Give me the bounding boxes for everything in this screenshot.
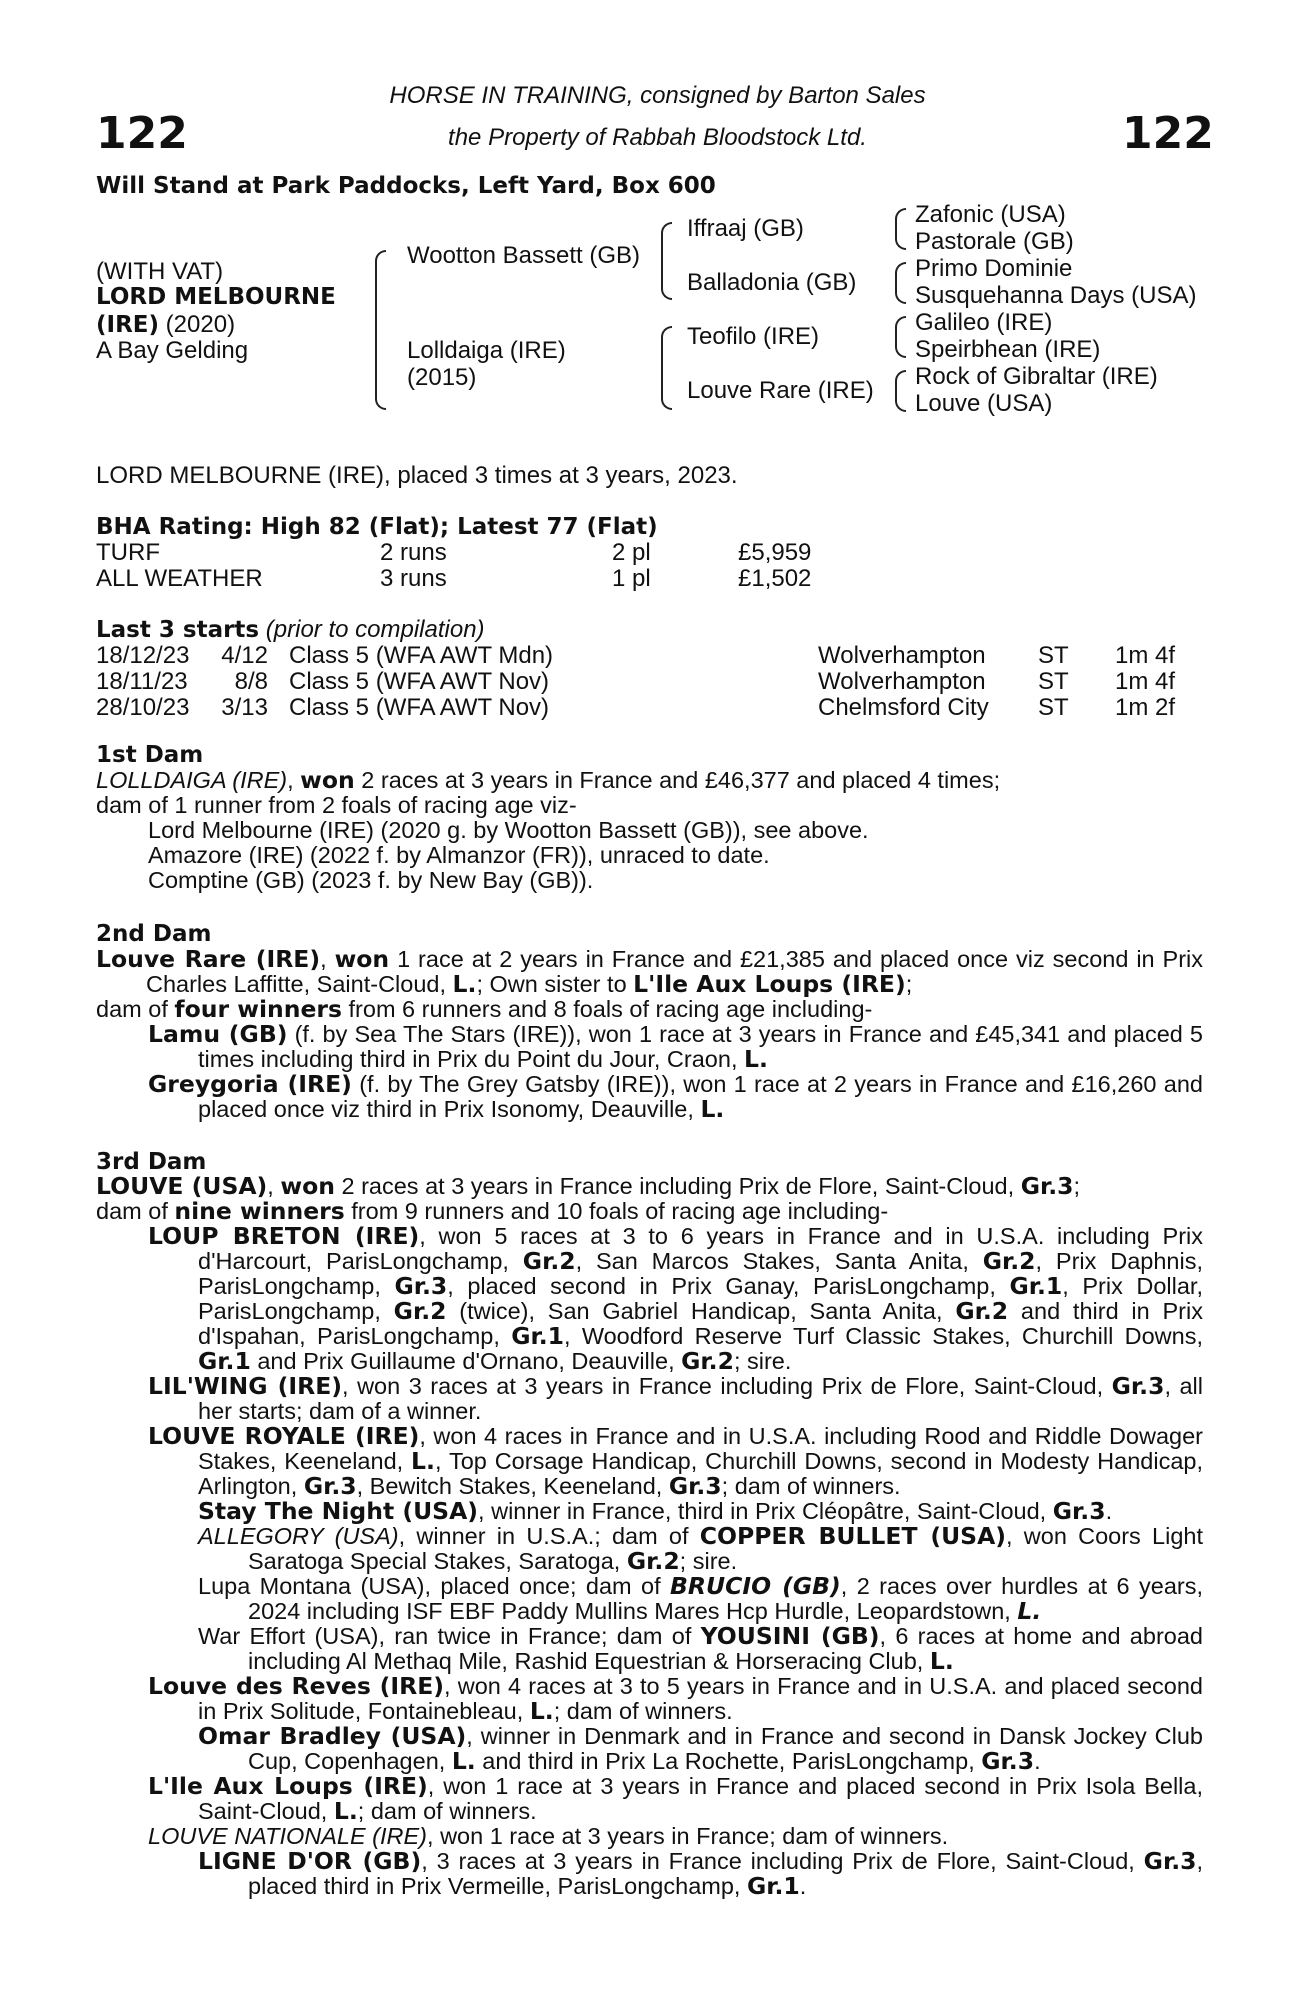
- horse-description: A Bay Gelding: [96, 337, 249, 364]
- listed-mark: L.: [452, 970, 477, 998]
- pedigree-g7: Rock of Gibraltar (IRE): [915, 363, 1158, 390]
- rating-aw-prize: £1,502: [738, 565, 812, 592]
- group-mark: Gr.3: [303, 1472, 357, 1500]
- start-date: 28/10/23: [96, 694, 190, 721]
- record-text: , won 4 races in France and in U.S.A. including Rood and Riddle Dowager Stakes, Keeneland,: [198, 1423, 1203, 1474]
- second-dam-record: 1 race at 2 years in France and £21,385 and placed once viz second in Prix Charles Laffitte, Saint-Cloud,: [146, 946, 1203, 997]
- group-mark: Gr.1: [746, 1872, 800, 1900]
- rating-turf-prize: £5,959: [738, 539, 812, 566]
- start-position: 4/12: [221, 642, 268, 669]
- vat-note: (WITH VAT): [96, 258, 224, 285]
- race-summary: LORD MELBOURNE (IRE), placed 3 times at 3 years, 2023.: [96, 462, 738, 489]
- lupa-montana-entry: [96, 1574, 1203, 1624]
- stay-the-night-entry: [96, 1499, 1203, 1524]
- start-going: ST: [1038, 642, 1069, 669]
- record-text: , San Marcos Stakes, Santa Anita,: [575, 1248, 983, 1274]
- group-mark: Gr.3: [668, 1472, 722, 1500]
- start-distance: 1m 2f: [1115, 694, 1176, 721]
- record-text: , winner in U.S.A.; dam of: [398, 1523, 700, 1549]
- record-text: , won Coors Light Saratoga Special Stakes, Saratoga,: [248, 1523, 1203, 1574]
- record-text: , all her starts; dam of a winner.: [198, 1373, 1204, 1424]
- group-mark: Gr.2: [393, 1297, 447, 1325]
- record-text: , won 1 race at 3 years in France and placed second in Prix Isola Bella, Saint-Cloud,: [198, 1773, 1204, 1824]
- lot-number-right: 122: [1122, 108, 1214, 159]
- record-text: , won 4 races at 3 to 5 years in France and in U.S.A. and placed second in Prix Solitude, Fontainebleau,: [198, 1673, 1203, 1724]
- pedigree-sire-sire: Iffraaj (GB): [687, 215, 804, 242]
- second-dam-heading: 2nd Dam: [96, 921, 212, 947]
- group-mark: Gr.3: [1052, 1497, 1106, 1525]
- start-course: Wolverhampton: [818, 642, 986, 669]
- rating-aw-runs: 3 runs: [380, 565, 447, 592]
- start-position: 8/8: [234, 668, 268, 695]
- brucio-name: BRUCIO (GB): [670, 1572, 841, 1600]
- record-text: ; dam of winners.: [721, 1473, 901, 1499]
- start-position: 3/13: [221, 694, 268, 721]
- third-dam-winners: nine winners: [174, 1197, 345, 1225]
- record-text: War Effort (USA), ran twice in France; dam of: [198, 1623, 701, 1649]
- lot-number-left: 122: [96, 108, 188, 159]
- listed-mark: L.: [451, 1747, 476, 1775]
- record-text: , placed third in Prix Vermeille, ParisLongchamp,: [248, 1848, 1204, 1899]
- copper-bullet-name: COPPER BULLET (USA): [699, 1522, 1007, 1550]
- second-dam-produce: dam of: [96, 996, 175, 1022]
- third-dam-heading: 3rd Dam: [96, 1149, 207, 1175]
- start-going: ST: [1038, 694, 1069, 721]
- listed-mark: L.: [1017, 1597, 1042, 1625]
- horse-suffix: (IRE): [96, 312, 160, 338]
- last-starts-title: [96, 616, 485, 644]
- start-race: Class 5 (WFA AWT Nov): [289, 694, 550, 721]
- omar-bradley-entry: [96, 1724, 1203, 1774]
- third-dam-record: 2 races at 3 years in France including Prix de Flore, Saint-Cloud,: [334, 1173, 1021, 1199]
- offspring-item: Lord Melbourne (IRE) (2020 g. by Wootton Bassett (GB)), see above.: [148, 817, 869, 843]
- omar-bradley-name: Omar Bradley (USA): [198, 1722, 467, 1750]
- last-starts-label: Last 3 starts: [96, 617, 260, 643]
- record-text: , Prix Dollar, ParisLongchamp,: [198, 1273, 1203, 1324]
- loup-breton-entry: [96, 1224, 1203, 1374]
- rating-turf-placings: 2 pl: [612, 539, 651, 566]
- group-mark: Gr.3: [981, 1747, 1035, 1775]
- second-dam-produce-rest: from 6 runners and 8 foals of racing age including-: [342, 996, 873, 1022]
- last-starts-note: (prior to compilation): [259, 616, 485, 643]
- stand-location: Will Stand at Park Paddocks, Left Yard, Box 600: [96, 173, 716, 199]
- pedigree-g6: Speirbhean (IRE): [915, 336, 1101, 363]
- group-mark: Gr.3: [1111, 1372, 1165, 1400]
- record-text: , 2 races over hurdles at 6 years, 2024 including ISF EBF Paddy Mullins Mares Hcp Hurdle, Leopardstown,: [248, 1573, 1204, 1624]
- record-text: (twice), San Gabriel Handicap, Santa Anita,: [446, 1298, 956, 1324]
- record-text: , Top Corsage Handicap, Churchill Downs, second in Modesty Handicap, Arlington,: [198, 1448, 1203, 1499]
- record-text: ; dam of winners.: [553, 1698, 733, 1724]
- lamu-record: (f. by Sea The Stars (IRE)), won 1 race at 3 years in France and £45,341 and placed 5 times including third in Prix du Point du Jour, Craon,: [198, 1021, 1203, 1072]
- loup-breton-name: LOUP BRETON (IRE): [148, 1222, 420, 1250]
- third-dam-won: won: [280, 1172, 335, 1200]
- rating-turf-runs: 2 runs: [380, 539, 447, 566]
- start-going: ST: [1038, 668, 1069, 695]
- stay-the-night-name: Stay The Night (USA): [198, 1497, 479, 1525]
- pedigree-brace-main: [375, 250, 386, 410]
- listed-mark: L.: [333, 1797, 358, 1825]
- group-mark: Gr.2: [955, 1297, 1009, 1325]
- record-text: .: [1034, 1748, 1041, 1774]
- rating-turf-surface: TURF: [96, 539, 160, 566]
- lilwing-entry: [96, 1374, 1203, 1424]
- lamu-name: Lamu (GB): [148, 1020, 288, 1048]
- horse-name: LORD MELBOURNE: [96, 284, 336, 310]
- first-dam-won: won: [300, 766, 355, 794]
- group-mark: Gr.3: [1143, 1847, 1197, 1875]
- group-mark: Gr.3: [394, 1272, 448, 1300]
- greygoria-record: (f. by The Grey Gatsby (IRE)), won 1 race at 2 years in France and £16,260 and placed once viz third in Prix Isonomy, Deauville,: [198, 1071, 1203, 1122]
- ligne-dor-entry: [96, 1849, 1203, 1899]
- louve-royale-entry: [96, 1424, 1203, 1499]
- pedigree-g3: Primo Dominie: [915, 255, 1073, 282]
- third-dam-produce-rest: from 9 runners and 10 foals of racing age including-: [344, 1198, 889, 1224]
- pedigree-brace-sire: [661, 222, 672, 300]
- second-dam-section: Louve Rare (IRE), won 1 race at 2 years in France and £21,385 and placed once viz second in Prix Charles Laffitte, Saint-Cloud, L.; Own sister to L'Ile Aux Loups (IRE); dam of four winners from 6 runners and 8 foals of racing age including- Lamu (GB) (f. by Sea The Stars (IRE)), won 1 race at 3 years in France and £45,341 and placed 5 times including third in Prix du Point du Jour, Craon, L. Greygoria (IRE) (f. by The Grey Gatsby (IRE)), won 1 race at 2 years in France and £16,260 and placed once viz third in Prix Isonomy, Deauville, L.: [96, 945, 1203, 1123]
- listed-mark: L.: [411, 1447, 435, 1475]
- louve-royale-name: LOUVE ROYALE (IRE): [148, 1422, 420, 1450]
- group-mark: Gr.2: [982, 1247, 1036, 1275]
- pedigree-g2: Pastorale (GB): [915, 228, 1074, 255]
- record-text: Lupa Montana (USA), placed once; dam of: [198, 1573, 670, 1599]
- listed-mark: L.: [744, 1045, 768, 1073]
- group-mark: Gr.3: [1020, 1172, 1074, 1200]
- louve-nationale-entry: [96, 1824, 1203, 1849]
- start-date: 18/12/23: [96, 642, 190, 669]
- offspring-item: Comptine (GB) (2023 f. by New Bay (GB)).: [148, 867, 594, 893]
- record-text: and Prix Guillaume d'Ornano, Deauville,: [250, 1348, 682, 1374]
- pedigree-g4: Susquehanna Days (USA): [915, 282, 1197, 309]
- pedigree-g5: Galileo (IRE): [915, 309, 1053, 336]
- pedigree-brace-g4: [895, 370, 906, 412]
- punctuation: ;: [1073, 1173, 1081, 1199]
- listed-mark: L.: [700, 1095, 725, 1123]
- second-dam-sister-note: ; Own sister to: [476, 971, 634, 997]
- record-text: , 6 races at home and abroad including Al Methaq Mile, Rashid Equestrian & Horseracing Club,: [248, 1623, 1203, 1674]
- war-effort-entry: [96, 1624, 1203, 1674]
- pedigree-sire-dam: Balladonia (GB): [687, 269, 857, 296]
- lile-aux-loups-name: L'Ile Aux Loups (IRE): [148, 1772, 428, 1800]
- first-dam-name: LOLLDAIGA (IRE): [96, 767, 288, 793]
- punctuation: ;: [905, 971, 913, 997]
- start-course: Wolverhampton: [818, 668, 986, 695]
- group-mark: Gr.2: [681, 1347, 734, 1375]
- consignment-line: HORSE IN TRAINING, consigned by Barton Sales: [389, 82, 926, 109]
- second-dam-winners: four winners: [174, 995, 342, 1023]
- lilwing-name: LIL'WING (IRE): [148, 1372, 343, 1400]
- rating-aw-placings: 1 pl: [612, 565, 651, 592]
- record-text: ; sire.: [733, 1348, 792, 1374]
- pedigree-brace-g3: [895, 316, 906, 358]
- group-mark: Gr.1: [1009, 1272, 1063, 1300]
- record-text: , winner in Denmark and in France and second in Dansk Jockey Club Cup, Copenhagen,: [248, 1723, 1203, 1774]
- start-date: 18/11/23: [96, 668, 188, 695]
- ligne-dor-name: LIGNE D'OR (GB): [198, 1847, 422, 1875]
- pedigree-g1: Zafonic (USA): [915, 201, 1066, 228]
- start-course: Chelmsford City: [818, 694, 989, 721]
- record-text: ; sire.: [679, 1548, 738, 1574]
- first-dam-produce: dam of 1 runner from 2 foals of racing age viz-: [96, 792, 577, 818]
- start-distance: 1m 4f: [1115, 668, 1176, 695]
- pedigree-brace-g2: [895, 262, 906, 304]
- record-text: , 3 races at 3 years in France including Prix de Flore, Saint-Cloud,: [421, 1848, 1144, 1874]
- record-text: , won 1 race at 3 years in France; dam of winners.: [427, 1823, 949, 1849]
- louve-des-reves-entry: [96, 1674, 1203, 1724]
- record-text: , winner in France, third in Prix Cléopâtre, Saint-Cloud,: [478, 1498, 1053, 1524]
- record-text: , placed second in Prix Ganay, ParisLongchamp,: [447, 1273, 1010, 1299]
- first-dam-section: LOLLDAIGA (IRE), won 2 races at 3 years in France and £46,377 and placed 4 times; dam of 1 runner from 2 foals of racing age viz- Lord Melbourne (IRE) (2020 g. by Wootton Bassett (GB)), see above. Amazore (IRE) (2022 f. by Almanzor (FR)), unraced to date. Comptine (GB) (2023 f. by New Bay (GB)).: [96, 768, 1206, 893]
- listed-mark: L.: [929, 1647, 954, 1675]
- second-dam-name: Louve Rare (IRE): [96, 945, 321, 973]
- first-dam-heading: 1st Dam: [96, 742, 204, 768]
- bha-rating: BHA Rating: High 82 (Flat); Latest 77 (Flat): [96, 514, 658, 540]
- louve-des-reves-name: Louve des Reves (IRE): [148, 1672, 445, 1700]
- yousini-name: YOUSINI (GB): [700, 1622, 880, 1650]
- pedigree-dam-year: (2015): [407, 364, 477, 391]
- third-dam-section: LOUVE (USA), won 2 races at 3 years in France including Prix de Flore, Saint-Cloud, Gr.3; dam of nine winners from 9 runners and 10 foals of racing age including- LOUP BRETON (IRE), won 5 races at 3 to 6 years in France and in U.S.A. including Prix d'Harcourt, ParisLongchamp, Gr.2, San Marcos Stakes, Santa Anita, Gr.2, Prix Daphnis, ParisLongchamp, Gr.3, placed second in Prix Ganay, ParisLongchamp, Gr.1, Prix Dollar, ParisLongchamp, Gr.2 (twice), San Gabriel Handicap, Santa Anita, Gr.2 and third in Prix d'Ispahan, ParisLongchamp, Gr.1, Woodford Reserve Turf Classic Stakes, Churchill Downs, Gr.1 and Prix Guillaume d'Ornano, Deauville, Gr.2; sire. LIL'WING (IRE), won 3 races at 3 years in France including Prix de Flore, Saint-Cloud, Gr.3, all her starts; dam of a winner. LOUVE ROYALE (IRE), won 4 races in France and in U.S.A. including Rood and Riddle Dowager Stakes, Keeneland, L., Top Corsage Handicap, Churchill Downs, second in Modesty Handicap, Arlington, Gr.3, Bewitch Stakes, Keeneland, Gr.3; dam of winners. Stay The Night (USA), winner in France, third in Prix Cléopâtre, Saint-Cloud, Gr.3. ALLEGORY (USA), winner in U.S.A.; dam of COPPER BULLET (USA), won Coors Light Saratoga Special Stakes, Saratoga, Gr.2; sire. Lupa Montana (USA), placed once; dam of BRUCIO (GB), 2 races over hurdles at 6 years, 2024 including ISF EBF Paddy Mullins Mares Hcp Hurdle, Leopardstown, L. War Effort (USA), ran twice in France; dam of YOUSINI (GB), 6 races at home and abroad including Al Methaq Mile, Rashid Equestrian & Horseracing Club, L. Louve des Reves (IRE), won 4 races at 3 to 5 years in France and in U.S.A. and placed second in Prix Solitude, Fontainebleau, L.; dam of winners. Omar Bradley (USA), winner in Denmark and in France and second in Dansk Jockey Club Cup, Copenhagen, L. and third in Prix La Rochette, ParisLongchamp, Gr.3. L'Ile Aux Loups (IRE), won 1 race at 3 years in France and placed second in Prix Isola Bella, Saint-Cloud, L.; dam of winners. LOUVE NATIONALE (IRE), won 1 race at 3 years in France; dam of winners. LIGNE D'OR (GB), 3 races at 3 years in France including Prix de Flore, Saint-Cloud, Gr.3, placed third in Prix Vermeille, ParisLongchamp, Gr.1.: [96, 1172, 1204, 1900]
- record-text: .: [1105, 1498, 1113, 1524]
- start-distance: 1m 4f: [1115, 642, 1176, 669]
- second-dam-won: won: [334, 945, 390, 973]
- first-dam-record: 2 races at 3 years in France and £46,377 and placed 4 times;: [354, 767, 1001, 793]
- horse-name-line2: [96, 311, 235, 339]
- listed-mark: L.: [529, 1697, 554, 1725]
- pedigree-brace-dam: [661, 326, 672, 410]
- pedigree-g8: Louve (USA): [915, 390, 1053, 417]
- pedigree-dam: Lolldaiga (IRE): [407, 337, 566, 364]
- record-text: , won 3 races at 3 years in France including Prix de Flore, Saint-Cloud,: [342, 1373, 1112, 1399]
- record-text: , Woodford Reserve Turf Classic Stakes, Churchill Downs,: [564, 1323, 1203, 1349]
- start-race: Class 5 (WFA AWT Nov): [289, 668, 550, 695]
- rating-aw-surface: ALL WEATHER: [96, 565, 263, 592]
- record-text: , Bewitch Stakes, Keeneland,: [356, 1473, 669, 1499]
- greygoria-name: Greygoria (IRE): [148, 1070, 352, 1098]
- pedigree-dam-sire: Teofilo (IRE): [687, 323, 820, 350]
- pedigree-sire: Wootton Bassett (GB): [407, 242, 640, 269]
- record-text: .: [799, 1873, 807, 1899]
- group-mark: Gr.1: [198, 1347, 251, 1375]
- group-mark: Gr.2: [522, 1247, 576, 1275]
- group-mark: Gr.1: [511, 1322, 565, 1350]
- start-race: Class 5 (WFA AWT Mdn): [289, 642, 554, 669]
- third-dam-produce: dam of: [96, 1198, 175, 1224]
- pedigree-brace-g1: [895, 208, 906, 250]
- record-text: ; dam of winners.: [357, 1798, 537, 1824]
- record-text: and third in Prix d'Ispahan, ParisLongchamp,: [198, 1298, 1203, 1349]
- allegory-name: ALLEGORY (USA): [198, 1523, 399, 1549]
- horse-year: (2020): [159, 311, 236, 338]
- offspring-item: Amazore (IRE) (2022 f. by Almanzor (FR)), unraced to date.: [148, 842, 770, 868]
- property-line: the Property of Rabbah Bloodstock Ltd.: [448, 124, 867, 151]
- second-dam-sister: L'Ile Aux Loups (IRE): [633, 970, 906, 998]
- record-text: , Prix Daphnis, ParisLongchamp,: [198, 1248, 1203, 1299]
- record-text: , won 5 races at 3 to 6 years in France and in U.S.A. including Prix d'Harcourt, ParisLongchamp,: [198, 1223, 1204, 1274]
- allegory-entry: [96, 1524, 1203, 1574]
- group-mark: Gr.2: [626, 1547, 680, 1575]
- third-dam-name: LOUVE (USA): [96, 1172, 268, 1200]
- record-text: and third in Prix La Rochette, ParisLongchamp,: [475, 1748, 982, 1774]
- louve-nationale-name: LOUVE NATIONALE (IRE): [148, 1823, 428, 1849]
- pedigree-dam-dam: Louve Rare (IRE): [687, 377, 874, 404]
- lile-aux-loups-entry: [96, 1774, 1203, 1824]
